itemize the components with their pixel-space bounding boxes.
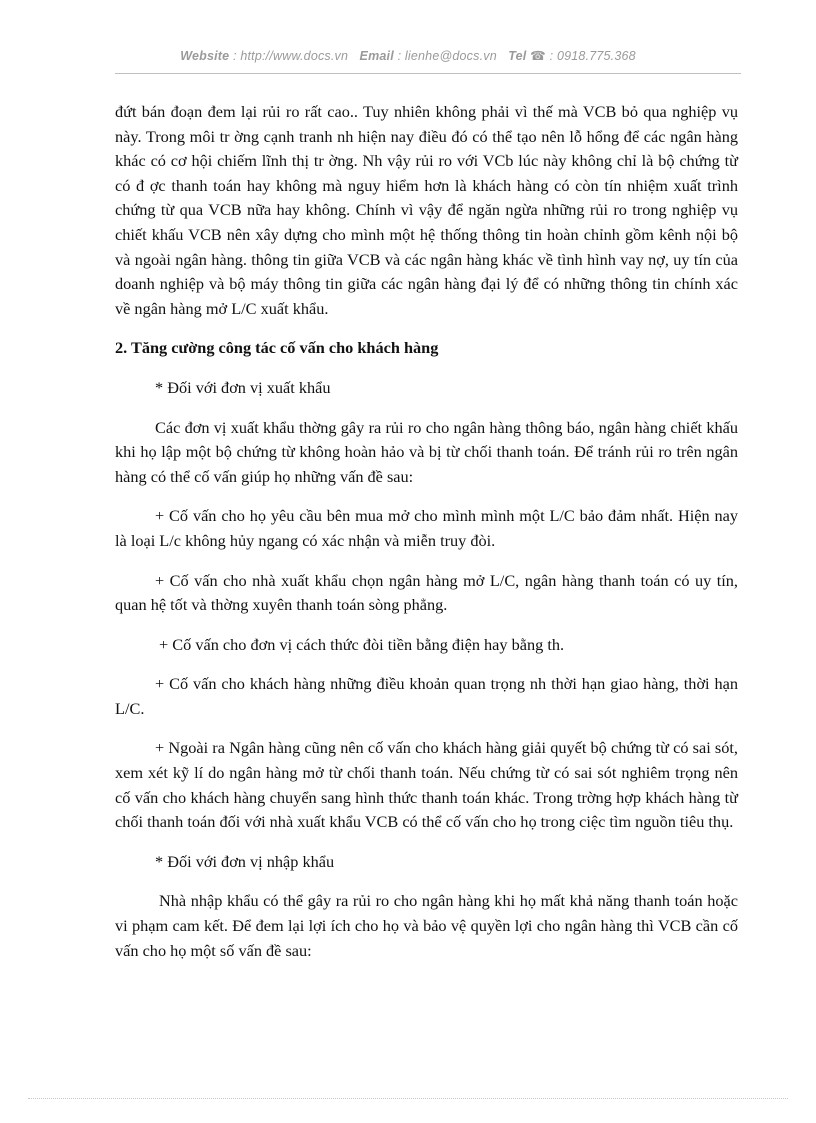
paragraph-import-intro: Nhà nhập khẩu có thể gây ra rủi ro cho ngân hàng khi họ mất khả năng thanh toán hoặc vi phạm cam kết. Để đem lại lợi ích cho họ và bảo vệ quyền lợi cho ngân hàng thì VCB cần cố vấn cho họ một số vấn đề sau: (115, 891, 738, 960)
section-heading: 2. Tăng cường công tác cố vấn cho khách hàng (115, 338, 439, 358)
phone-icon: ☎ (530, 49, 546, 63)
email-label: Email (359, 49, 394, 63)
paragraph-advice-4: + Cố vấn cho khách hàng những điều khoản quan trọng nh thời hạn giao hàng, thời hạn L/C. (115, 674, 738, 718)
tel-value: : 0918.775.368 (549, 49, 636, 63)
page-header (0, 48, 816, 63)
paragraph-advice-5: + Ngoài ra Ngân hàng cũng nên cố vấn cho khách hàng giải quyết bộ chứng từ có sai sót, xem xét kỹ lí do ngân hàng mở từ chối thanh toán. Nếu chứng từ có sai sót nghiêm trọng nên cố vấn cho khách hàng chuyển sang hình thức thanh toán khác. Trong trờng hợp khách hàng từ chối thanh toán đối với nhà xuất khẩu VCB có thể cố vấn cho họ trong ciệc tìm nguồn tiêu thụ. (115, 738, 738, 832)
subheading-export: * Đối với đơn vị xuất khẩu (155, 377, 331, 397)
document-body (115, 100, 738, 978)
tel-label: Tel (508, 49, 527, 63)
email-value[interactable]: : lienhe@docs.vn (397, 49, 497, 63)
paragraph-advice-3: + Cố vấn cho đơn vị cách thức đòi tiền bằng điện hay bằng th. (159, 634, 565, 654)
subheading-import: * Đối với đơn vị nhập khẩu (155, 851, 335, 871)
paragraph-advice-2: + Cố vấn cho nhà xuất khẩu chọn ngân hàng mở L/C, ngân hàng thanh toán có uy tín, quan hệ tốt và thờng xuyên thanh toán sòng phẳng. (115, 570, 738, 615)
paragraph-intro: đứt bán đoạn đem lại rủi ro rất cao.. Tuy nhiên không phải vì thế mà VCB bỏ qua nghiệp vụ này. Trong môi tr ờng cạnh tranh nh hiện nay điều đó có thể tạo nên lỗ hổng để các ngân hàng khác có cơ hội chiếm lĩnh thị tr ờng. Nh vậy rủi ro với VCb lúc này không chỉ là bộ chứng từ có đ ợc thanh toán hay không mà nguy hiểm hơn là khách hàng có còn tín nhiệm xuất trình chứng từ qua VCB nữa hay không. Chính vì vậy để ngăn ngừa những rủi ro trong nghiệp vụ chiết khấu VCB nên xây dựng cho mình một hệ thống thông tin hoàn chỉnh gồm kênh nội bộ và ngoài ngân hàng. thông tin giữa VCB và các ngân hàng khác về tình hình vay nợ, uy tín của doanh nghiệp và bộ máy thông tin giữa các ngân hàng đại lý để có những thông tin chính xác về ngân hàng mở L/C xuất khẩu. (115, 102, 738, 318)
paragraph-advice-1: + Cố vấn cho họ yêu cầu bên mua mở cho mình mình một L/C bảo đảm nhất. Hiện nay là loại L/c không hủy ngang có xác nhận và miễn truy đòi. (115, 506, 738, 550)
website-label: Website (180, 49, 230, 63)
website-value[interactable]: : http://www.docs.vn (232, 49, 349, 63)
footer-divider (28, 1098, 788, 1099)
paragraph-export-intro: Các đơn vị xuất khẩu thờng gây ra rủi ro cho ngân hàng thông báo, ngân hàng chiết khấu khi họ lập một bộ chứng từ không hoàn hảo và bị từ chối thanh toán. Để tránh rủi ro trên ngân hàng có thể cố vấn giúp họ những vấn đề sau: (115, 417, 738, 486)
header-divider (115, 73, 741, 74)
